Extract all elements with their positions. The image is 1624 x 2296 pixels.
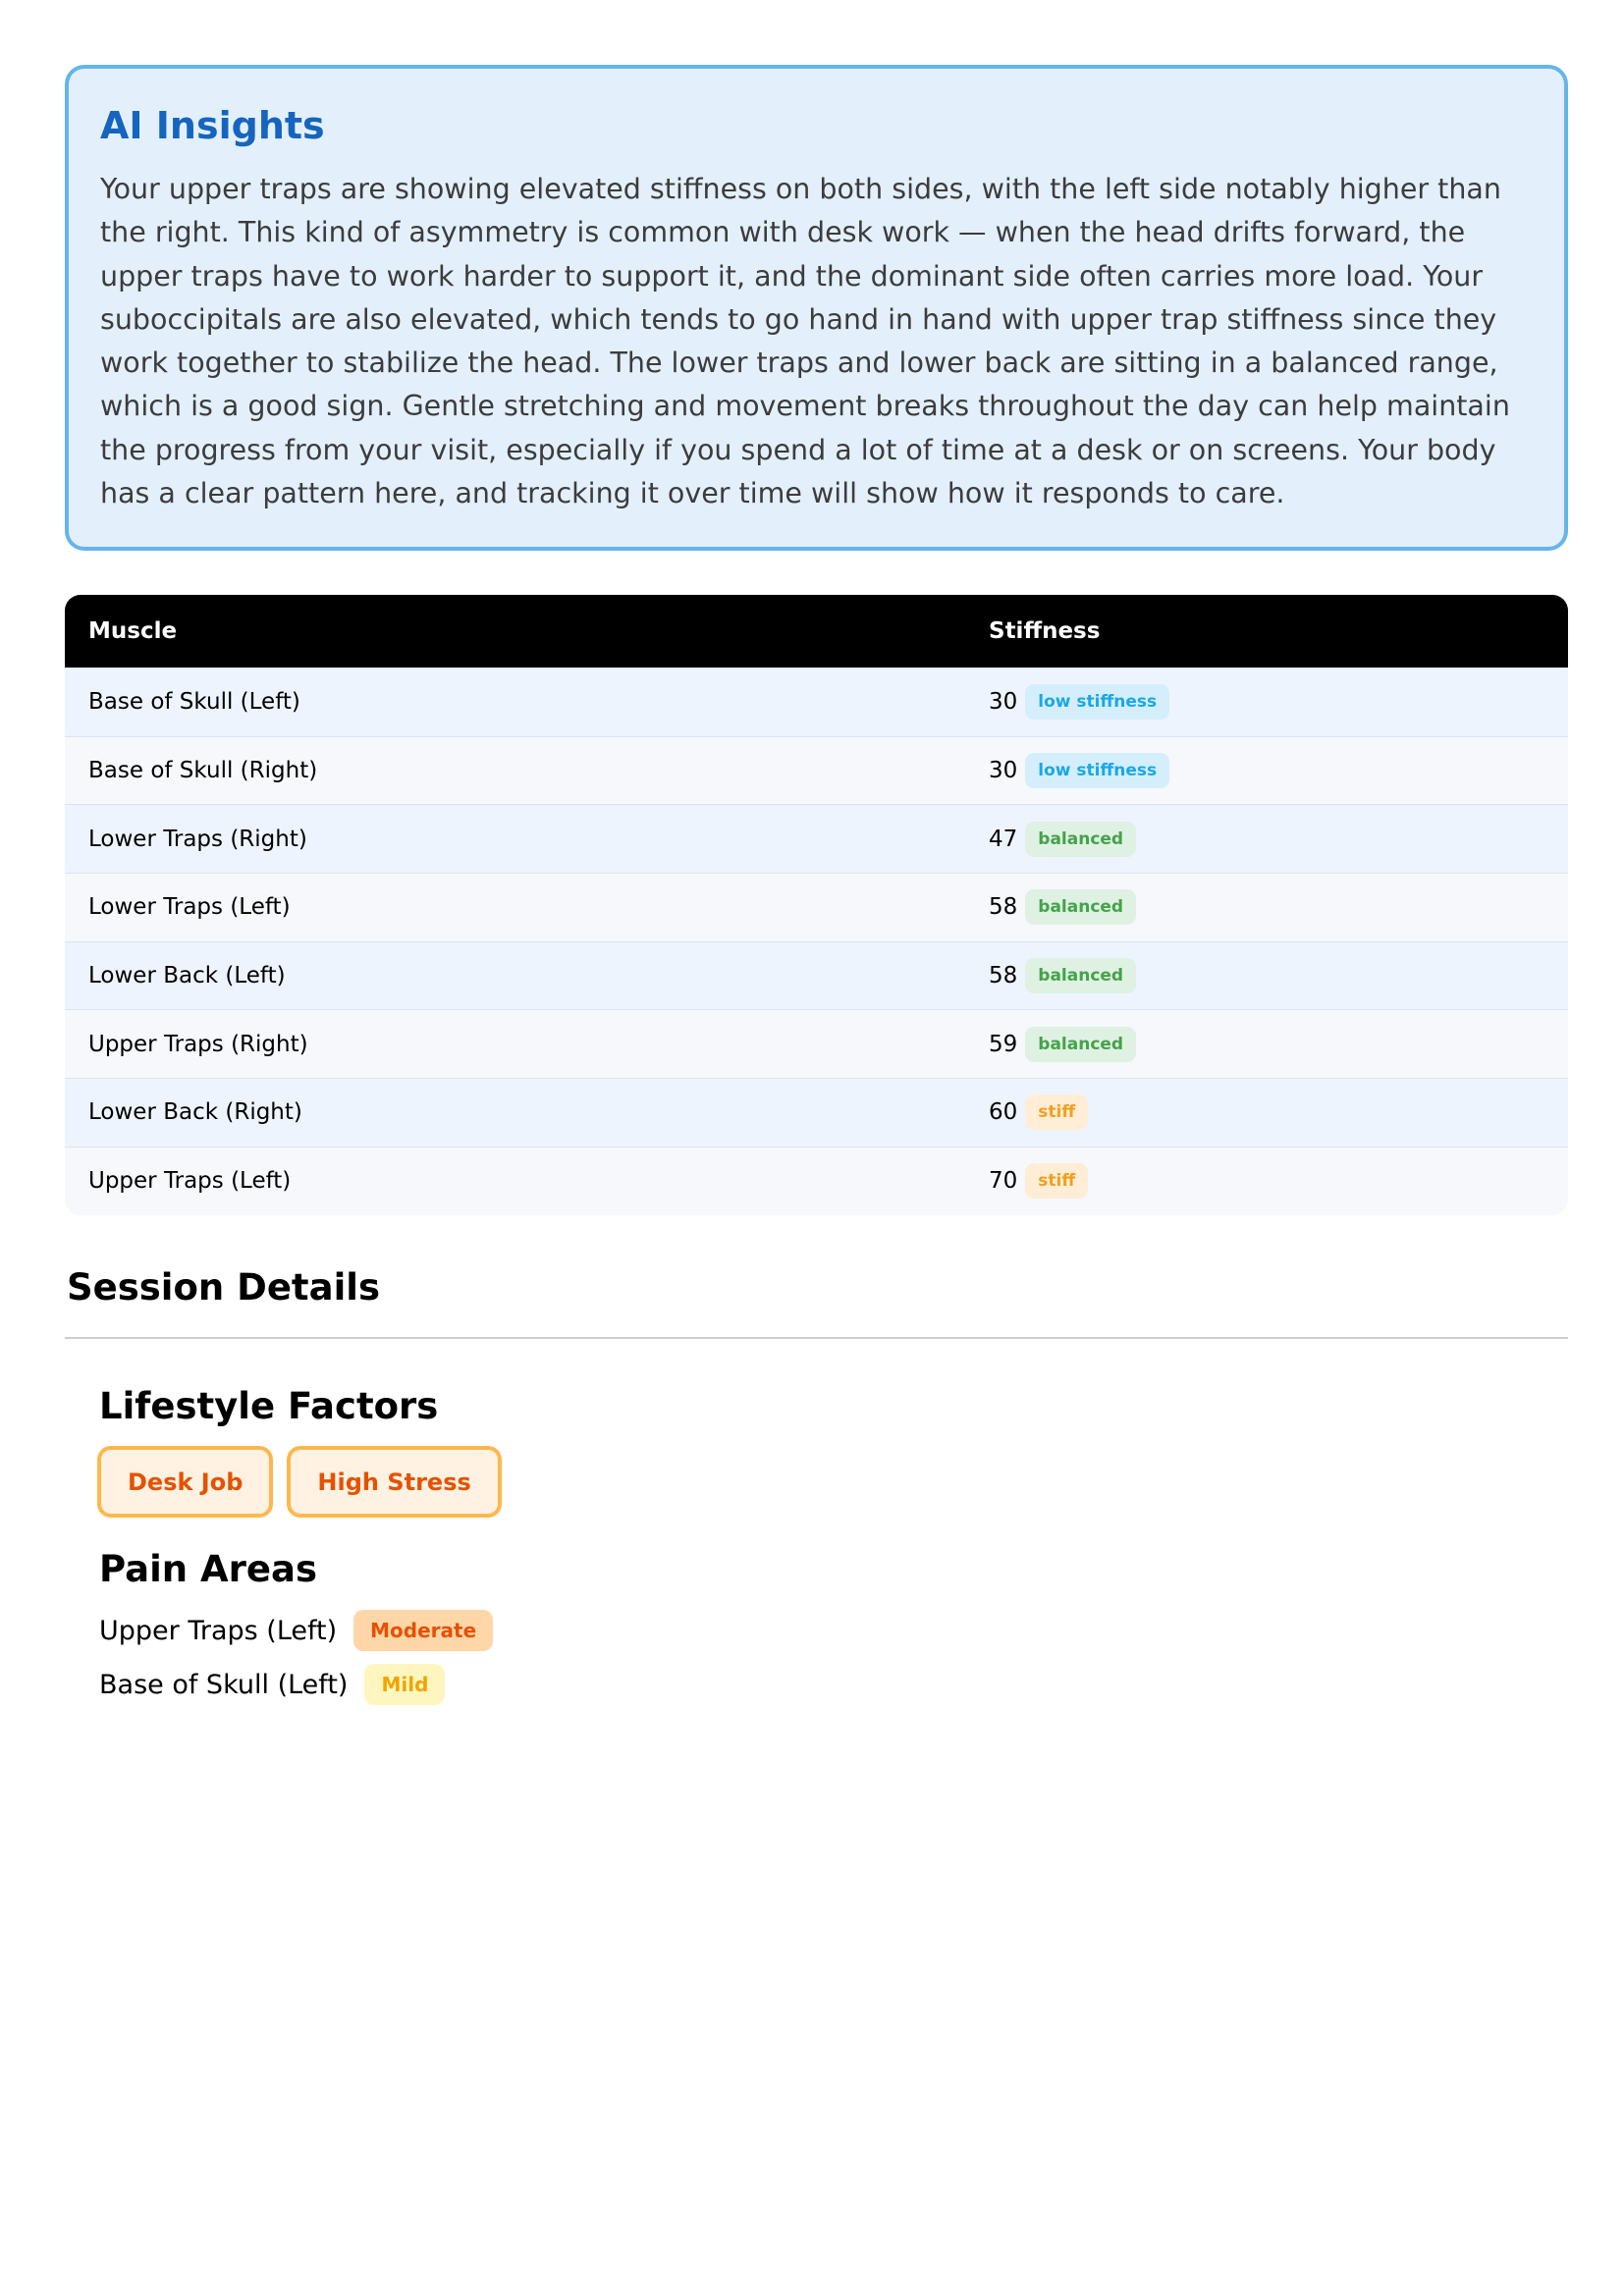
- severity-badge: Moderate: [353, 1610, 493, 1651]
- stiffness-value: 58: [989, 963, 1018, 989]
- stiffness-value: 70: [989, 1168, 1018, 1195]
- pain-area-label: Upper Traps (Left): [99, 1615, 338, 1646]
- table-row: [65, 736, 1568, 805]
- table-row: [65, 1147, 1568, 1215]
- stiffness-value: 30: [989, 689, 1018, 716]
- section-divider: [65, 1337, 1568, 1339]
- stiffness-badge: low stiffness: [1025, 753, 1169, 788]
- table-row: [65, 1009, 1568, 1078]
- muscle-cell: Upper Traps (Right): [65, 1009, 965, 1078]
- stiffness-cell: [965, 941, 1568, 1010]
- column-header-stiffness: Stiffness: [965, 595, 1568, 667]
- ai-insights-card: [65, 65, 1568, 551]
- table-row: [65, 667, 1568, 736]
- stiffness-badge: balanced: [1025, 958, 1136, 993]
- muscle-cell: Upper Traps (Left): [65, 1147, 965, 1215]
- lifestyle-factors-title: Lifestyle Factors: [99, 1385, 439, 1427]
- muscle-cell: Lower Traps (Left): [65, 873, 965, 941]
- stiffness-value: 58: [989, 894, 1018, 921]
- stiffness-badge: stiff: [1025, 1163, 1088, 1199]
- pain-area-item: [99, 1608, 493, 1653]
- pain-area-label: Base of Skull (Left): [99, 1669, 349, 1700]
- stiffness-cell: [965, 667, 1568, 736]
- pain-areas-title: Pain Areas: [99, 1548, 317, 1590]
- stiffness-badge: balanced: [1025, 889, 1136, 925]
- table-row: [65, 873, 1568, 941]
- session-details-title: Session Details: [67, 1266, 380, 1308]
- lifestyle-factors-list: [97, 1446, 502, 1518]
- muscle-cell: Base of Skull (Right): [65, 736, 965, 805]
- stiffness-badge: balanced: [1025, 1027, 1136, 1062]
- lifestyle-factor-chip: High Stress: [287, 1446, 501, 1518]
- stiffness-cell: [965, 736, 1568, 805]
- pain-areas-list: [99, 1608, 493, 1716]
- pain-area-item: [99, 1662, 493, 1707]
- table-row: [65, 1078, 1568, 1147]
- stiffness-value: 47: [989, 826, 1018, 852]
- lifestyle-factor-chip: Desk Job: [97, 1446, 273, 1518]
- table-row: [65, 804, 1568, 873]
- table-row: [65, 941, 1568, 1010]
- column-header-muscle: Muscle: [65, 595, 965, 667]
- stiffness-badge: stiff: [1025, 1095, 1088, 1130]
- muscle-cell: Lower Traps (Right): [65, 804, 965, 873]
- stiffness-badge: low stiffness: [1025, 684, 1169, 720]
- severity-badge: Mild: [364, 1664, 445, 1705]
- stiffness-badge: balanced: [1025, 822, 1136, 857]
- muscle-cell: Lower Back (Right): [65, 1078, 965, 1147]
- stiffness-value: 30: [989, 758, 1018, 784]
- stiffness-value: 59: [989, 1031, 1018, 1057]
- table-header-row: [65, 595, 1568, 667]
- stiffness-cell: [965, 1147, 1568, 1215]
- ai-insights-title: AI Insights: [100, 104, 325, 147]
- muscle-cell: Lower Back (Left): [65, 941, 965, 1010]
- stiffness-cell: [965, 873, 1568, 941]
- stiffness-cell: [965, 804, 1568, 873]
- muscle-cell: Base of Skull (Left): [65, 667, 965, 736]
- stiffness-cell: [965, 1009, 1568, 1078]
- ai-insights-text: Your upper traps are showing elevated stiffness on both sides, with the left side notably higher than the right. This kind of asymmetry is common with desk work — when the head drifts forward, the upper traps have to work harder to support it, and the dominant side often carries more load. Your suboccipitals are also elevated, which tends to go hand in hand with upper trap stiffness since they work together to stabilize the head. The lower traps and lower back are sitting in a balanced range, which is a good sign. Gentle stretching and movement breaks throughout the day can help maintain the progress from your visit, especially if you spend a lot of time at a desk or on screens. Your body has a clear pattern here, and tracking it over time will show how it responds to care.: [100, 173, 1510, 510]
- stiffness-cell: [965, 1078, 1568, 1147]
- stiffness-value: 60: [989, 1099, 1018, 1126]
- stiffness-table: [65, 595, 1568, 1215]
